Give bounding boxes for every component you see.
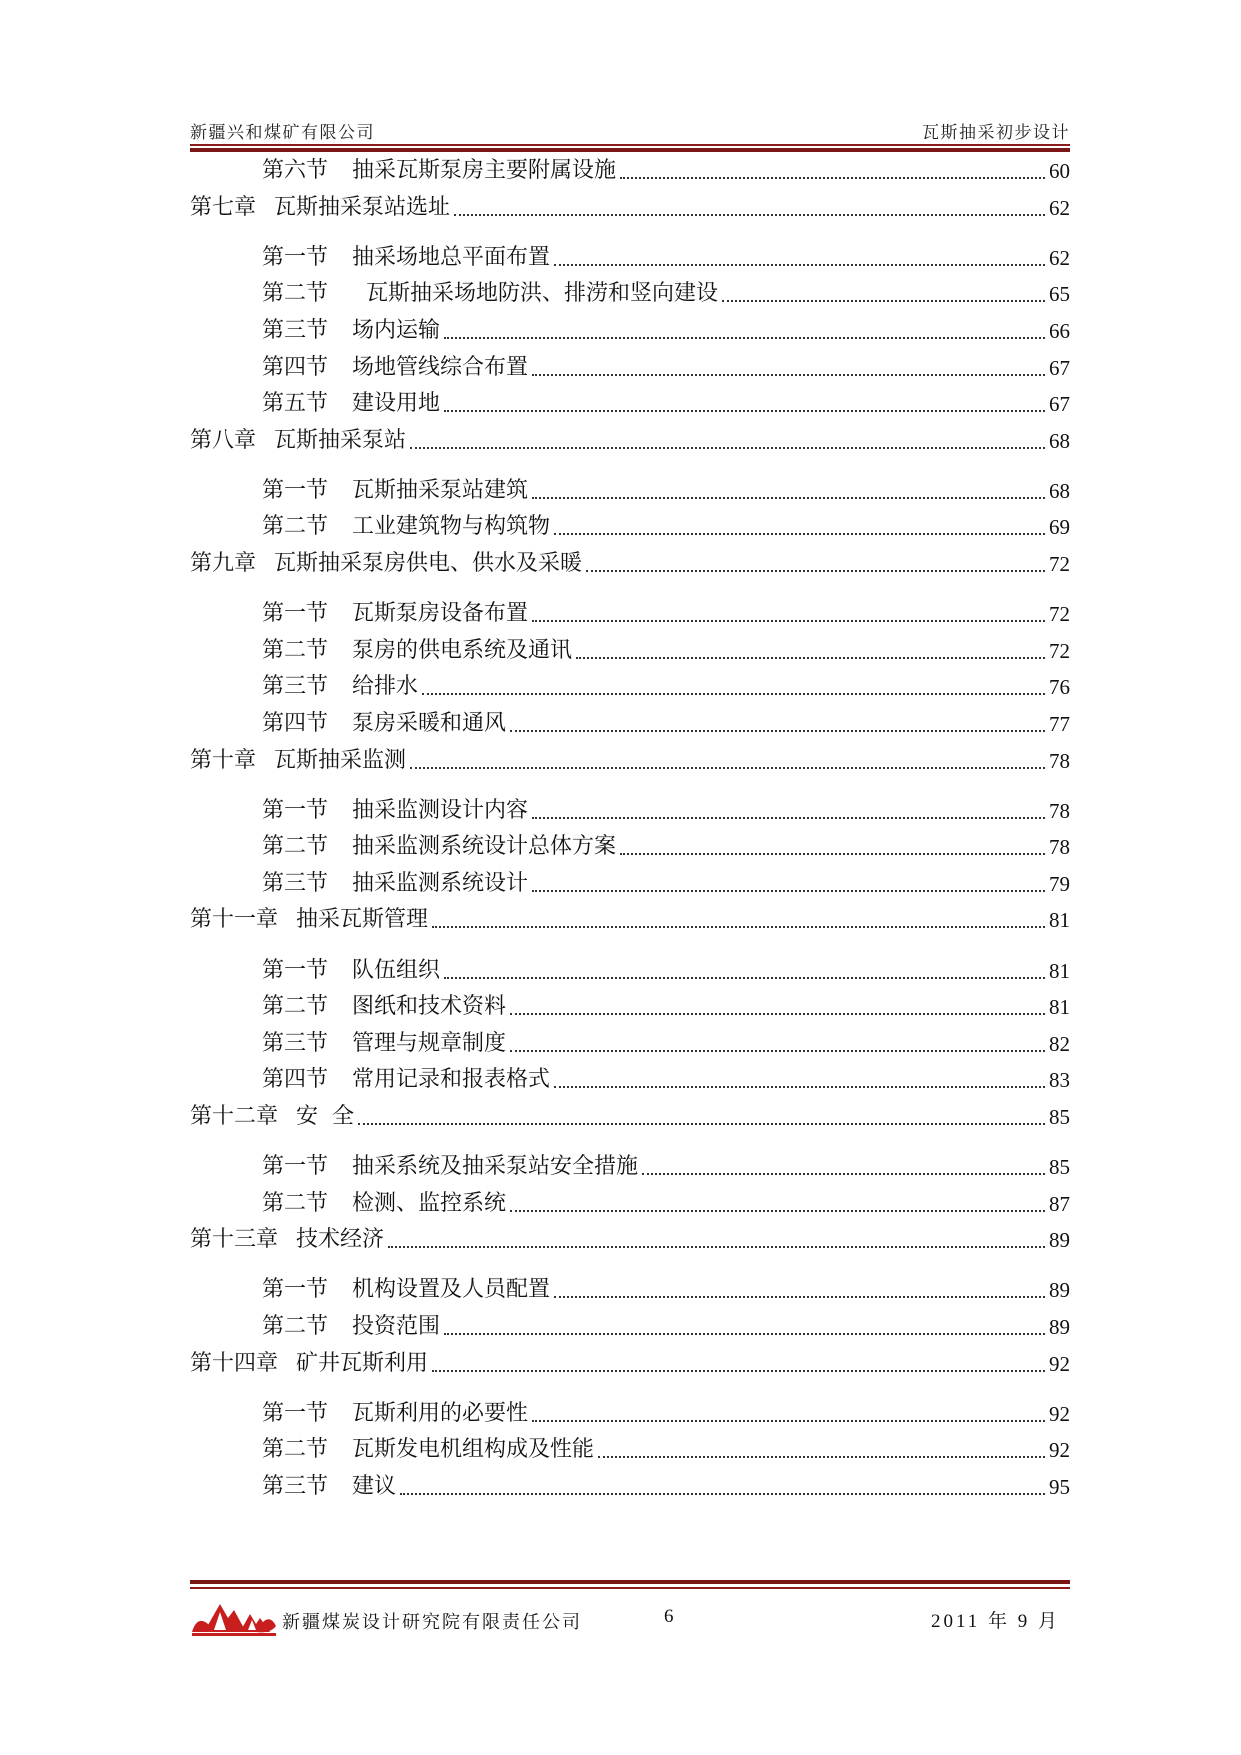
- toc-dot-leader: [642, 1173, 1045, 1175]
- toc-entry-page: 62: [1049, 245, 1070, 270]
- toc-dot-leader: [510, 1210, 1045, 1212]
- toc-entry-page: 67: [1049, 392, 1070, 417]
- toc-entry-label: 第一节: [262, 601, 329, 627]
- toc-dot-leader: [620, 853, 1045, 855]
- toc-entry-title: 投资范围: [352, 1313, 441, 1339]
- toc-dot-leader: [598, 1456, 1045, 1458]
- toc-entry-page: 92: [1049, 1438, 1070, 1463]
- toc-entry-page: 77: [1049, 711, 1070, 736]
- toc-section-entry[interactable]: [190, 1395, 1070, 1429]
- toc-entry-label: 第六节: [262, 158, 329, 183]
- toc-dot-leader: [410, 447, 1045, 449]
- toc-entry-title: 矿井瓦斯利用: [296, 1350, 429, 1376]
- toc-entry-title: 瓦斯利用的必要性: [352, 1400, 529, 1426]
- toc-entry-title: 图纸和技术资料: [352, 994, 507, 1020]
- toc-chapter-entry[interactable]: [190, 1098, 1070, 1132]
- toc-dot-leader: [388, 1246, 1045, 1248]
- toc-entry-title: 瓦斯抽采场地防洪、排涝和竖向建设: [352, 281, 719, 307]
- toc-entry-label: 第二节: [262, 637, 329, 663]
- toc-entry-page: 60: [1049, 159, 1070, 183]
- toc-dot-leader: [532, 890, 1045, 892]
- toc-section-entry[interactable]: [190, 152, 1070, 186]
- toc-entry-title: 瓦斯抽采泵站选址: [274, 194, 451, 220]
- toc-section-entry[interactable]: [190, 1431, 1070, 1465]
- toc-entry-page: 82: [1049, 1031, 1070, 1056]
- toc-entry-page: 81: [1049, 908, 1070, 933]
- toc-dot-leader: [422, 693, 1045, 695]
- toc-entry-title: 抽采监测系统设计: [352, 870, 529, 896]
- toc-entry-title: 抽采系统及抽采泵站安全措施: [352, 1154, 639, 1179]
- toc-dot-leader: [358, 1123, 1045, 1125]
- toc-entry-label: 第四节: [262, 354, 329, 380]
- toc-entry-title: 瓦斯抽采泵房供电、供水及采暖: [274, 551, 583, 576]
- toc-entry-label: 第十三章: [190, 1227, 279, 1253]
- toc-entry-label: 第八章: [190, 427, 257, 453]
- toc-entry-title: 管理与规章制度: [352, 1030, 507, 1056]
- toc-section-entry[interactable]: [190, 239, 1070, 273]
- toc-entry-title: 机构设置及人员配置: [352, 1277, 551, 1303]
- toc-chapter-entry[interactable]: [190, 1221, 1070, 1255]
- toc-dot-leader: [532, 497, 1045, 499]
- toc-entry-title: 抽采场地总平面布置: [352, 244, 551, 270]
- toc-entry-label: 第十章: [190, 747, 257, 773]
- toc-entry-page: 83: [1049, 1068, 1070, 1093]
- toc-entry-title: 建议: [352, 1473, 397, 1499]
- toc-entry-page: 89: [1049, 1278, 1070, 1303]
- toc-section-entry[interactable]: [190, 472, 1070, 506]
- header-document-title: 瓦斯抽采初步设计: [922, 123, 1070, 143]
- toc-chapter-entry[interactable]: [190, 545, 1070, 579]
- toc-dot-leader: [510, 730, 1045, 732]
- toc-entry-label: 第一节: [262, 1277, 329, 1303]
- toc-entry-page: 87: [1049, 1191, 1070, 1216]
- toc-entry-title: 场地管线综合布置: [352, 354, 529, 380]
- toc-entry-page: 76: [1049, 675, 1070, 700]
- footer-rule-thin: [190, 1587, 1070, 1589]
- toc-entry-title: 瓦斯抽采泵站: [274, 427, 407, 453]
- toc-entry-page: 89: [1049, 1228, 1070, 1253]
- toc-section-entry[interactable]: [190, 595, 1070, 629]
- toc-entry-page: 62: [1049, 195, 1070, 220]
- toc-entry-label: 第十二章: [190, 1103, 279, 1129]
- toc-entry-label: 第三节: [262, 317, 329, 343]
- toc-chapter-entry[interactable]: [190, 742, 1070, 776]
- toc-dot-leader: [576, 657, 1045, 659]
- toc-entry-title: 瓦斯发电机组构成及性能: [352, 1437, 595, 1463]
- toc-entry-title: 安 全: [296, 1103, 355, 1129]
- toc-entry-label: 第四节: [262, 710, 329, 736]
- toc-dot-leader: [554, 1296, 1045, 1298]
- toc-entry-title: 抽采监测系统设计总体方案: [352, 834, 617, 860]
- toc-entry-label: 第二节: [262, 1313, 329, 1339]
- toc-dot-leader: [532, 620, 1045, 622]
- toc-dot-leader: [510, 1013, 1045, 1015]
- toc-entry-label: 第二节: [262, 994, 329, 1020]
- toc-entry-label: 第三节: [262, 870, 329, 896]
- toc-entry-label: 第二节: [262, 1437, 329, 1463]
- toc-entry-page: 69: [1049, 515, 1070, 540]
- toc-dot-leader: [722, 300, 1045, 302]
- toc-section-entry[interactable]: [190, 1061, 1070, 1095]
- toc-section-entry[interactable]: [190, 632, 1070, 666]
- toc-section-entry[interactable]: [190, 1468, 1070, 1502]
- toc-entry-page: 67: [1049, 355, 1070, 380]
- toc-dot-leader: [444, 977, 1045, 979]
- toc-entry-title: 抽采瓦斯管理: [296, 907, 429, 933]
- toc-entry-page: 65: [1049, 282, 1070, 307]
- toc-entry-label: 第五节: [262, 391, 329, 417]
- toc-dot-leader: [444, 410, 1045, 412]
- toc-entry-page: 78: [1049, 748, 1070, 773]
- toc-entry-label: 第二节: [262, 281, 329, 307]
- toc-entry-page: 81: [1049, 958, 1070, 983]
- toc-section-entry[interactable]: [190, 828, 1070, 862]
- toc-entry-label: 第一节: [262, 477, 329, 503]
- toc-entry-title: 泵房采暖和通风: [352, 710, 507, 736]
- toc-entry-page: 92: [1049, 1351, 1070, 1376]
- toc-entry-page: 68: [1049, 428, 1070, 453]
- toc-entry-label: 第十四章: [190, 1350, 279, 1376]
- footer-company-name: 新疆煤炭设计研究院有限责任公司: [282, 1612, 582, 1633]
- toc-entry-label: 第二节: [262, 1190, 329, 1216]
- toc-entry-label: 第一节: [262, 1154, 329, 1179]
- toc-chapter-entry[interactable]: [190, 422, 1070, 456]
- toc-entry-page: 78: [1049, 798, 1070, 823]
- toc-chapter-entry[interactable]: [190, 901, 1070, 935]
- toc-entry-label: 第一节: [262, 957, 329, 983]
- toc-chapter-entry[interactable]: [190, 189, 1070, 223]
- company-logo-icon: [190, 1598, 278, 1638]
- toc-entry-title: 技术经济: [296, 1227, 385, 1253]
- toc-entry-page: 72: [1049, 602, 1070, 627]
- toc-entry-title: 瓦斯抽采监测: [274, 747, 407, 773]
- toc-dot-leader: [444, 337, 1045, 339]
- toc-section-entry[interactable]: [190, 385, 1070, 419]
- toc-section-entry[interactable]: [190, 952, 1070, 986]
- page-number: 6: [664, 1606, 674, 1627]
- toc-section-entry[interactable]: [190, 792, 1070, 826]
- toc-entry-title: 建设用地: [352, 391, 441, 417]
- toc-section-entry[interactable]: [190, 312, 1070, 346]
- toc-section-entry[interactable]: [190, 1308, 1070, 1342]
- page-footer: [190, 1594, 1070, 1640]
- toc-entry-title: 场内运输: [352, 317, 441, 343]
- toc-entry-title: 抽采瓦斯泵房主要附属设施: [352, 158, 617, 183]
- toc-entry-page: 78: [1049, 835, 1070, 860]
- toc-entry-title: 队伍组织: [352, 957, 441, 983]
- toc-dot-leader: [586, 570, 1045, 572]
- toc-entry-page: 72: [1049, 552, 1070, 576]
- toc-entry-page: 95: [1049, 1474, 1070, 1499]
- toc-entry-page: 66: [1049, 318, 1070, 343]
- toc-entry-label: 第一节: [262, 797, 329, 823]
- toc-section-entry[interactable]: [190, 1148, 1070, 1182]
- header-rule-thin: [190, 144, 1070, 146]
- toc-entry-title: 检测、监控系统: [352, 1190, 507, 1216]
- toc-entry-label: 第二节: [262, 514, 329, 540]
- toc-dot-leader: [454, 214, 1045, 216]
- toc-chapter-entry[interactable]: [190, 1345, 1070, 1379]
- toc-section-entry[interactable]: [190, 508, 1070, 542]
- toc-dot-leader: [432, 926, 1045, 928]
- toc-entry-label: 第二节: [262, 834, 329, 860]
- toc-section-entry[interactable]: [190, 705, 1070, 739]
- toc-section-entry[interactable]: [190, 1025, 1070, 1059]
- toc-entry-title: 瓦斯抽采泵站建筑: [352, 477, 529, 503]
- toc-dot-leader: [410, 767, 1045, 769]
- toc-section-entry[interactable]: [190, 1185, 1070, 1219]
- footer-date: 2011 年 9 月: [930, 1611, 1060, 1632]
- toc-entry-label: 第四节: [262, 1067, 329, 1093]
- toc-section-entry[interactable]: [190, 865, 1070, 899]
- toc-dot-leader: [400, 1493, 1045, 1495]
- toc-entry-page: 89: [1049, 1314, 1070, 1339]
- toc-entry-page: 85: [1049, 1155, 1070, 1179]
- toc-dot-leader: [444, 1333, 1045, 1335]
- toc-dot-leader: [510, 1050, 1045, 1052]
- toc-dot-leader: [432, 1370, 1045, 1372]
- header-company: 新疆兴和煤矿有限公司: [190, 123, 375, 143]
- toc-entry-page: 68: [1049, 478, 1070, 503]
- toc-entry-title: 瓦斯泵房设备布置: [352, 601, 529, 627]
- toc-entry-title: 给排水: [352, 674, 419, 700]
- toc-entry-label: 第三节: [262, 1473, 329, 1499]
- toc-entry-title: 常用记录和报表格式: [352, 1067, 551, 1093]
- toc-entry-label: 第三节: [262, 1030, 329, 1056]
- toc-section-entry[interactable]: [190, 349, 1070, 383]
- toc-entry-title: 工业建筑物与构筑物: [352, 514, 551, 540]
- toc-entry-page: 79: [1049, 871, 1070, 896]
- toc-dot-leader: [554, 533, 1045, 535]
- toc-entry-label: 第一节: [262, 1400, 329, 1426]
- toc-dot-leader: [532, 817, 1045, 819]
- toc-section-entry[interactable]: [190, 275, 1070, 309]
- page-header: [190, 112, 1070, 146]
- toc-section-entry[interactable]: [190, 988, 1070, 1022]
- footer-rule-thick: [190, 1580, 1070, 1584]
- toc-section-entry[interactable]: [190, 1271, 1070, 1305]
- toc-entry-label: 第一节: [262, 244, 329, 270]
- toc-dot-leader: [532, 374, 1045, 376]
- toc-section-entry[interactable]: [190, 668, 1070, 702]
- toc-dot-leader: [620, 177, 1045, 179]
- toc-entry-page: 72: [1049, 638, 1070, 663]
- toc-entry-title: 抽采监测设计内容: [352, 797, 529, 823]
- toc-dot-leader: [532, 1420, 1045, 1422]
- toc-entry-page: 85: [1049, 1104, 1070, 1129]
- toc-dot-leader: [554, 264, 1045, 266]
- toc-entry-label: 第三节: [262, 674, 329, 700]
- toc-entry-title: 泵房的供电系统及通讯: [352, 637, 573, 663]
- toc-entry-page: 81: [1049, 995, 1070, 1020]
- toc-dot-leader: [554, 1086, 1045, 1088]
- toc-entry-label: 第十一章: [190, 907, 279, 933]
- toc-entry-label: 第七章: [190, 194, 257, 220]
- toc-entry-page: 92: [1049, 1401, 1070, 1426]
- toc-entry-label: 第九章: [190, 551, 257, 576]
